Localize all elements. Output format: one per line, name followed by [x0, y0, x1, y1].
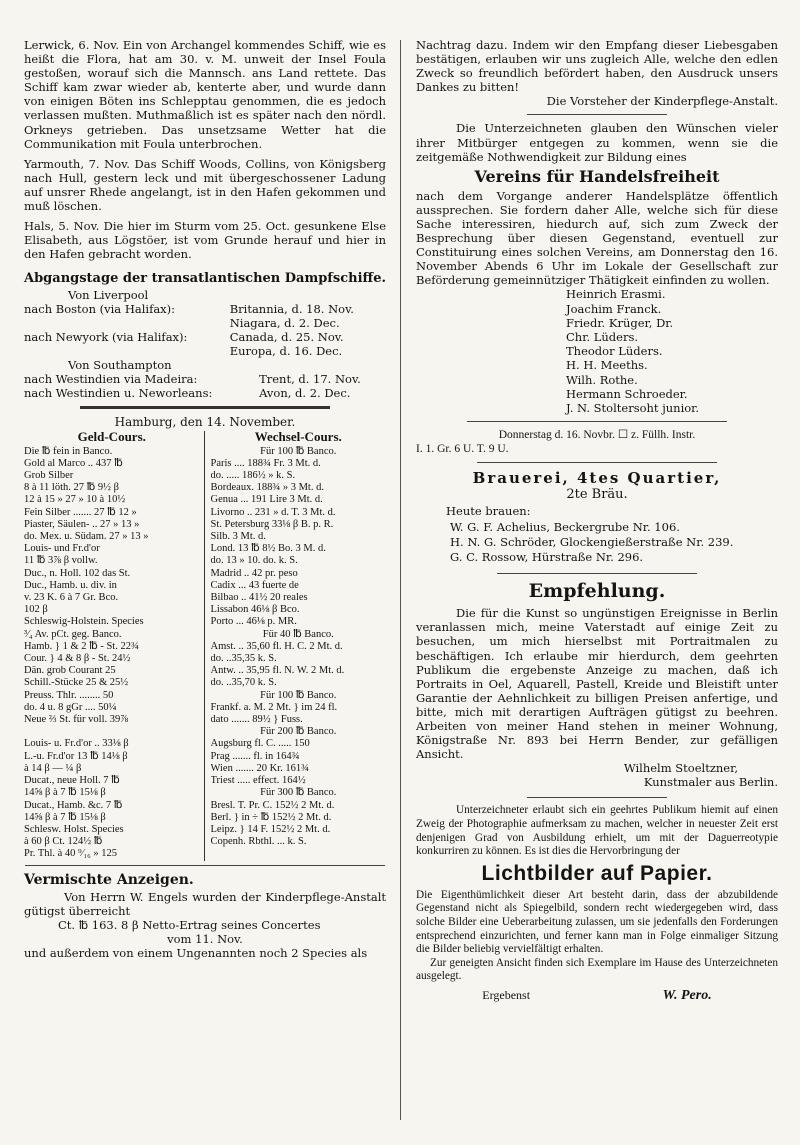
- empfehlung-sig-title: Kunstmaler aus Berlin.: [643, 775, 778, 790]
- wechsel-cours-line: do. ..35,35 k. S.: [210, 653, 277, 665]
- geld-cours-line: 11 ℔ 3⅞ β vollw.: [24, 555, 98, 567]
- wechsel-cours-line: Amst. .. 35,60 fl. H. C. 2 Mt. d.: [210, 640, 343, 652]
- wechsel-cours-line: Copenh. Rbthl. ... k. S.: [210, 836, 307, 848]
- geld-cours-line: 8 à 11 löth. 27 ℔ 9½ β: [24, 482, 119, 494]
- geld-cours-line: Gold al Marco .. 437 ℔: [24, 457, 123, 469]
- photo-title: Lichtbilder auf Papier.: [481, 861, 713, 885]
- verein-signer: Joachim Franck.: [566, 301, 662, 316]
- verein-intro: Die Unterzeichneten glauben den Wünschen vieler ihrer Mitbürger entgegen zu kommen, wenn sie die zeitgemäße Nothwendigkeit zur Bildung eines: [416, 121, 778, 164]
- verein-signer: Friedr. Krüger, Dr.: [566, 315, 674, 330]
- brauerei-subtitle: 2te Bräu.: [566, 487, 628, 503]
- empfehlung-sig-name: Wilhelm Stoeltzner,: [623, 761, 738, 776]
- wechsel-cours-line: Silb. 3 Mt. d.: [210, 531, 266, 543]
- geld-cours-line: Duc., Hamb. u. div. in: [24, 579, 117, 591]
- dampf-liverpool: Von Liverpool: [68, 288, 149, 303]
- geld-cours-line: Hamb. } 1 & 2 ℔ - St. 22¾: [24, 640, 139, 652]
- news-lerwick: Lerwick, 6. Nov. Ein von Archangel kommendes Schiff, wie es heißt die Flora, hat am 30. v. M. unweit der Insel Foula gestoßen, worauf sich die Mannsch. ans Land rettete. Das Schiff kam zwar wieder ab, kenterte aber, und wurde dann von einigen Böten ins Schlepptau genommen, die es jedoch verlassen mußten. Muthmaßlich ist es später nach den nördl. Orkneys getrieben. Das unsetzsame Wetter hat die Communikation mit Foula unterbrochen.: [24, 38, 386, 151]
- verein-signer: Theodor Lüders.: [566, 344, 663, 359]
- wechsel-cours-line: Antw. .. 35,95 fl. N. W. 2 Mt. d.: [210, 665, 345, 677]
- wechsel-cours-line: Bordeaux. 188¾ » 3 Mt. d.: [210, 482, 324, 494]
- wechsel-cours-line: Porto ... 46⅛ p. MR.: [210, 616, 297, 628]
- wechsel-cours-line: Genua ... 191 Lire 3 Mt. d.: [210, 494, 323, 506]
- geld-cours-line: Cour. } 4 & 8 β - St. 24½: [24, 653, 131, 665]
- engels-text-3: vom 11. Nov.: [167, 931, 243, 946]
- photo-body: Die Eigenthümlichkeit dieser Art besteht darin, dass der abzubildende Gegenstand nicht als Spiegelbild, sondern recht wiedergegeben wird, dass solche Bilder eine Ueberarbeitung zulassen, um sie jedenfalls den Forderungen entsprechend einzurichten, und ferner kann man in Folge einmaliger Sitzung die Bilder beliebig vervielfältigt erhalten.: [416, 888, 778, 956]
- nachtrag-signature: Die Vorsteher der Kinderpflege-Anstalt.: [546, 94, 778, 109]
- section-rule: [527, 114, 667, 115]
- engels-text: Von Herrn W. Engels wurden der Kinderpflege-Anstalt gütigst überreicht: [24, 889, 386, 918]
- photo-intro: Unterzeichneter erlaubt sich ein geehrtes Publikum hiemit auf einen Zweig der Photographie aufmerksam zu machen, welcher in neuester Zeit erst denjenigen Grad von Ausbildung erhielt, um mit der Daguerreotypie konkurriren zu können. Es ist dies die Hervorbringung der: [416, 804, 778, 858]
- brauen-label: Heute brauen:: [446, 504, 531, 519]
- wechsel-cours-lines: [211, 446, 387, 849]
- wechsel-cours-line: Bresl. T. Pr. C. 152½ 2 Mt. d.: [210, 799, 335, 811]
- brauer-1: W. G. F. Achelius, Beckergrube Nr. 106.: [450, 520, 680, 535]
- geld-cours-line: 14⅝ β à 7 ℔ 15⅛ β: [24, 811, 106, 823]
- kurs-table: [24, 431, 386, 860]
- verein-signer: Hermann Schroeder.: [566, 386, 688, 401]
- geld-cours-line: Ducat., Hamb. &c. 7 ℔: [24, 799, 123, 811]
- vermischte-title: Vermischte Anzeigen.: [24, 871, 194, 888]
- photo-signature-row: [416, 988, 778, 1004]
- empfehlung-title: Empfehlung.: [528, 580, 666, 603]
- geld-cours-lines: [24, 446, 200, 861]
- geld-cours-line: Grob Silber: [24, 470, 74, 482]
- wechsel-cours-line: Frankf. a. M. 2 Mt. } im 24 fl.: [210, 701, 338, 713]
- geld-cours-line: Dän. grob Courant 25: [24, 665, 116, 677]
- verein-title: Vereins für Handelsfreiheit: [474, 166, 720, 186]
- geld-cours-line: Fein Silber ....... 27 ℔ 12 »: [24, 506, 137, 518]
- geld-cours-line: Ducat., neue Holl. 7 ℔: [24, 775, 120, 787]
- column-divider: [400, 40, 401, 1120]
- wechsel-cours-line: do. 13 » 10. do. k. S.: [210, 555, 298, 567]
- wechsel-cours-column: [204, 431, 387, 860]
- wechsel-cours-line: Für 300 ℔ Banco.: [260, 787, 337, 799]
- section-rule: [25, 865, 385, 866]
- geld-cours-line: à 14 β — ¼ β: [24, 762, 82, 774]
- wechsel-cours-line: Wien ....... 20 Kr. 161¾: [210, 762, 309, 774]
- news-yarmouth: Yarmouth, 7. Nov. Das Schiff Woods, Collins, von Königsberg nach Hull, gestern leck und mit übergeschossener Ladung auf unsrer Rhede angelangt, ist in den Hafen gekommen und muß löschen.: [24, 156, 386, 214]
- geld-cours-line: Schleswig-Holstein. Species: [24, 616, 144, 628]
- wechsel-cours-line: Livorno .. 231 » d. T. 3 Mt. d.: [210, 506, 336, 518]
- section-rule: [497, 573, 697, 574]
- donnerstag-notice-2: I. 1. Gr. 6 U. T. 9 U.: [416, 443, 509, 456]
- wechsel-cours-line: Paris .... 188¾ Fr. 3 Mt. d.: [210, 457, 321, 469]
- dampf-southampton: Von Southampton: [68, 358, 172, 373]
- brauer-2: H. N. G. Schröder, Glockengießerstraße Nr. 239.: [450, 535, 734, 550]
- section-rule: [477, 462, 717, 463]
- photo-ergebenst: Ergebenst: [482, 987, 531, 1002]
- geld-cours-title: Geld-Cours.: [77, 429, 146, 445]
- wechsel-cours-line: do. ..... 186½ » k. S.: [210, 470, 296, 482]
- empfehlung-body: Die für die Kunst so ungünstigen Ereignisse in Berlin veranlassen mich, meine Vaterstadt auf einige Zeit zu besuchen, um mich hierselbst mit Portraitmalen zu beschäftigen. Ich erlaube mir hierdurch, dem geehrten Publikum die ergebenste Anzeige zu machen, daß ich Portraits in Oel, Aquarell, Pastell, Kreide und Bleistift unter Garantie der Aehnlichkeit zu billigen Preisen anfertige, und bitte, mich mit derartigen Aufträgen gütigst zu beehren. Arbeiten von meiner Hand stehen in meiner Wohnung, Königstraße Nr. 893 bei Herrn Bender, zur gefälligen Ansicht.: [416, 606, 778, 762]
- wechsel-cours-line: Lond. 13 ℔ 8½ Bo. 3 M. d.: [210, 543, 326, 555]
- dampf-table-southampton: nach Westindien via Madeira: Trent, d. 17. Nov. nach Westindien u. Neworleans: Avon, d. 2. Dec.: [24, 372, 361, 401]
- wechsel-cours-line: Triest ..... effect. 164½: [210, 775, 306, 787]
- geld-cours-line: Piaster, Säulen- .. 27 » 13 »: [24, 518, 140, 530]
- news-hals: Hals, 5. Nov. Die hier im Sturm vom 25. Oct. gesunkene Else Elisabeth, aus Lögstöer, ist vom Grunde herauf und hier in den Hafen gebracht worden.: [24, 219, 386, 262]
- brauerei-title: Brauerei, 4tes Quartier,: [472, 469, 722, 488]
- verein-signer: Chr. Lüders.: [566, 330, 639, 345]
- wechsel-cours-line: Bilbao .. 41½ 20 reales: [210, 592, 308, 604]
- geld-cours-line: ³⁄₄ Av. pCt. geg. Banco.: [24, 628, 122, 640]
- wechsel-cours-line: Für 100 ℔ Banco.: [260, 689, 337, 701]
- dampf-title: Abgangstage der transatlantischen Dampfschiffe.: [24, 271, 386, 287]
- wechsel-cours-line: do. ..35,70 k. S.: [210, 677, 277, 689]
- left-column: [24, 38, 386, 960]
- geld-cours-line: Duc., n. Holl. 102 das St.: [24, 567, 131, 579]
- geld-cours-line: à 60 β Ct. 124½ ℔: [24, 836, 103, 848]
- section-rule: [80, 406, 330, 409]
- dampf-table-liverpool: nach Boston (via Halifax): Britannia, d. 18. Nov. Niagara, d. 2. Dec. nach Newyork (via Halifax): Canada, d. 25. Nov. Europa, d. 16. Dec.: [24, 302, 354, 359]
- engels-text-4: und außerdem von einem Ungenannten noch 2 Species als: [24, 945, 368, 960]
- geld-cours-line: Neue ⅔ St. für voll. 39⅞: [24, 714, 129, 726]
- wechsel-cours-line: Prag ....... fl. in 164¾: [210, 750, 300, 762]
- geld-cours-line: Pr. Thl. à 40 ⁹⁄₁₆ » 125: [24, 848, 118, 860]
- section-rule: [467, 421, 727, 422]
- geld-cours-line: Preuss. Thlr. ........ 50: [24, 689, 114, 701]
- verein-body: nach dem Vorgange anderer Handelsplätze öffentlich aussprechen. Sie fordern daher Alle, welche sich für diese Sache interessiren, hiedurch auf, sich zum Zweck der Besprechung über diesen Gegenstand, eventuell zur Constituirung eines solchen Vereins, am Donnerstag den 16. November Abends 6 Uhr im Lokale der Gesellschaft zur Beförderung gemeinnütziger Thätigkeit einfinden zu wollen.: [416, 188, 778, 288]
- wechsel-cours-line: Berl. } in ÷ ℔ 152½ 2 Mt. d.: [210, 811, 332, 823]
- wechsel-cours-line: Augsburg fl. C. ..... 150: [210, 738, 310, 750]
- geld-cours-line: 102 β: [24, 604, 48, 616]
- section-rule: [527, 797, 667, 798]
- wechsel-cours-line: Für 40 ℔ Banco.: [262, 628, 334, 640]
- geld-cours-line: Schlesw. Holst. Species: [24, 823, 124, 835]
- wechsel-cours-line: Lissabon 46⅛ β Bco.: [210, 604, 300, 616]
- donnerstag-notice: Donnerstag d. 16. Novbr. ☐ z. Füllh. Instr.: [498, 429, 696, 442]
- engels-text-2: Ct. ℔ 163. 8 β Netto-Ertrag seines Concertes: [58, 917, 321, 932]
- wechsel-cours-line: Leipz. } 14 F. 152½ 2 Mt. d.: [210, 823, 331, 835]
- photo-body-2: Zur geneigten Ansicht finden sich Exemplare im Hause des Unterzeichneten ausgelegt.: [416, 956, 778, 983]
- geld-cours-line: Die ℔ fein in Banco.: [24, 445, 113, 457]
- geld-cours-line: Louis- u. Fr.d'or .. 33⅛ β: [24, 738, 129, 750]
- hamburg-date: Hamburg, den 14. November.: [114, 415, 296, 430]
- brauer-3: G. C. Rossow, Hürstraße Nr. 296.: [450, 550, 644, 565]
- geld-cours-line: Louis- und Fr.d'or: [24, 543, 100, 555]
- wechsel-cours-title: Wechsel-Cours.: [254, 429, 342, 445]
- wechsel-cours-line: St. Petersburg 33⅛ β B. p. R.: [210, 518, 334, 530]
- geld-cours-line: do. Mex. u. Südam. 27 » 13 »: [24, 531, 149, 543]
- geld-cours-line: 12 à 15 » 27 » 10 à 10½: [24, 494, 126, 506]
- verein-signer: H. H. Meeths.: [566, 358, 648, 373]
- geld-cours-line: [24, 726, 200, 738]
- verein-signer: J. N. Stoltersoht junior.: [566, 401, 700, 416]
- right-column: [416, 38, 778, 1004]
- wechsel-cours-line: Für 100 ℔ Banco.: [260, 445, 337, 457]
- geld-cours-line: do. 4 u. 8 gGr .... 50¼: [24, 701, 117, 713]
- wechsel-cours-line: Für 200 ℔ Banco.: [260, 726, 337, 738]
- verein-signers: [566, 287, 778, 415]
- photo-signature: W. Pero.: [662, 987, 712, 1003]
- wechsel-cours-line: Madrid .. 42 pr. peso: [210, 567, 298, 579]
- wechsel-cours-line: dato ....... 89½ } Fuss.: [210, 714, 303, 726]
- geld-cours-line: v. 23 K. 6 à 7 Gr. Bco.: [24, 592, 119, 604]
- geld-cours-line: Schill.-Stücke 25 & 25½: [24, 677, 129, 689]
- geld-cours-line: 14⅝ β à 7 ℔ 15⅛ β: [24, 787, 106, 799]
- geld-cours-line: L.-u. Fr.d'or 13 ℔ 14⅛ β: [24, 750, 128, 762]
- verein-signer: Wilh. Rothe.: [566, 372, 638, 387]
- verein-signer: Heinrich Erasmi.: [566, 287, 666, 302]
- wechsel-cours-line: Cadix ... 43 fuerte de: [210, 579, 299, 591]
- nachtrag-text: Nachtrag dazu. Indem wir den Empfang dieser Liebesgaben bestätigen, erlauben wir uns zugleich Alle, welche den edlen Zweck so freundlich befördert haben, den Ausdruck unsers Dankes zu bitten!: [416, 38, 778, 95]
- geld-cours-column: [24, 431, 200, 860]
